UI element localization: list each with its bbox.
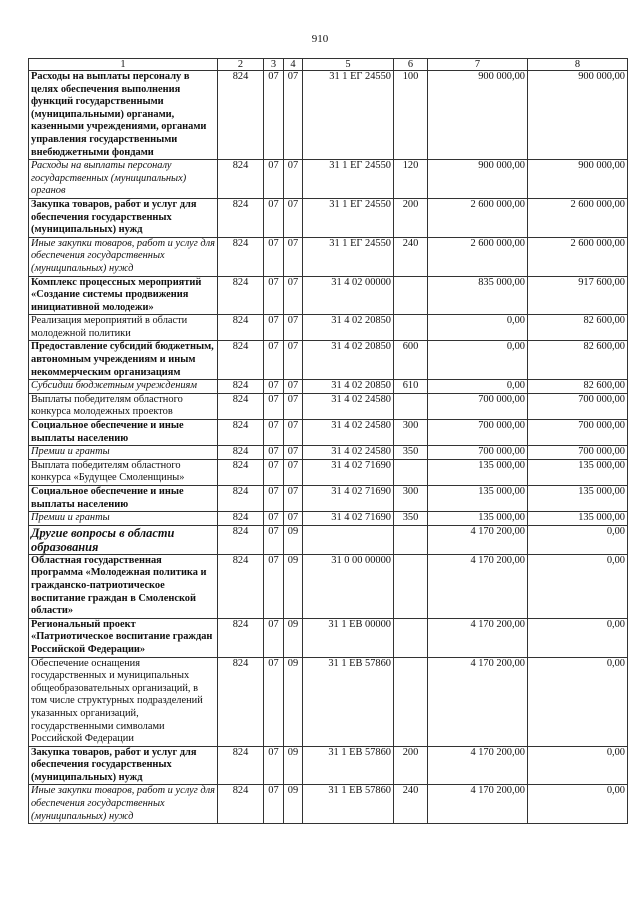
- subsection-code: 07: [284, 512, 303, 526]
- target-article-code: 31 1 ЕГ 24550: [303, 237, 394, 276]
- subsection-code: 07: [284, 198, 303, 237]
- expense-type-code: 240: [394, 785, 428, 824]
- amount-year-2: 700 000,00: [528, 393, 628, 419]
- row-description: Премии и гранты: [29, 446, 218, 460]
- table-row: [29, 512, 628, 526]
- subsection-code: 09: [284, 618, 303, 657]
- amount-year-2: 0,00: [528, 657, 628, 746]
- table-row: [29, 237, 628, 276]
- section-code: 07: [264, 276, 284, 315]
- table-row: [29, 198, 628, 237]
- row-description: Социальное обеспечение и иные выплаты населению: [29, 486, 218, 512]
- section-code: 07: [264, 380, 284, 394]
- table-row: [29, 393, 628, 419]
- amount-year-2: 0,00: [528, 525, 628, 554]
- section-code: 07: [264, 459, 284, 485]
- expense-type-code: [394, 618, 428, 657]
- amount-year-1: 0,00: [428, 315, 528, 341]
- row-description: Премии и гранты: [29, 512, 218, 526]
- target-article-code: 31 4 02 00000: [303, 276, 394, 315]
- amount-year-2: 2 600 000,00: [528, 198, 628, 237]
- row-description: Закупка товаров, работ и услуг для обеспечения государственных (муниципальных) нужд: [29, 746, 218, 785]
- column-header: 5: [303, 59, 394, 71]
- section-code: 07: [264, 785, 284, 824]
- column-header: 4: [284, 59, 303, 71]
- ministry-code: 824: [218, 657, 264, 746]
- section-code: 07: [264, 525, 284, 554]
- section-code: 07: [264, 160, 284, 199]
- subsection-code: 07: [284, 237, 303, 276]
- table-row: [29, 525, 628, 554]
- section-code: 07: [264, 486, 284, 512]
- subsection-code: 07: [284, 160, 303, 199]
- amount-year-2: 82 600,00: [528, 315, 628, 341]
- amount-year-2: 135 000,00: [528, 459, 628, 485]
- row-description: Предоставление субсидий бюджетным, автономным учреждениям и иным некоммерческим организациям: [29, 341, 218, 380]
- subsection-code: 07: [284, 446, 303, 460]
- ministry-code: 824: [218, 746, 264, 785]
- table-row: [29, 315, 628, 341]
- subsection-code: 07: [284, 393, 303, 419]
- expense-type-code: 300: [394, 486, 428, 512]
- amount-year-1: 2 600 000,00: [428, 198, 528, 237]
- expense-type-code: [394, 276, 428, 315]
- target-article-code: 31 4 02 20850: [303, 315, 394, 341]
- header-row: [29, 59, 628, 71]
- target-article-code: 31 1 ЕВ 00000: [303, 618, 394, 657]
- table-row: [29, 785, 628, 824]
- subsection-code: 07: [284, 459, 303, 485]
- table-row: [29, 446, 628, 460]
- expense-type-code: [394, 554, 428, 618]
- row-description: Другие вопросы в области образования: [29, 525, 218, 554]
- target-article-code: 31 1 ЕГ 24550: [303, 160, 394, 199]
- target-article-code: 31 4 02 71690: [303, 512, 394, 526]
- column-header: 7: [428, 59, 528, 71]
- ministry-code: 824: [218, 198, 264, 237]
- amount-year-1: 0,00: [428, 341, 528, 380]
- expense-type-code: [394, 657, 428, 746]
- target-article-code: 31 1 ЕГ 24550: [303, 71, 394, 160]
- table-row: [29, 746, 628, 785]
- ministry-code: 824: [218, 446, 264, 460]
- expense-type-code: 610: [394, 380, 428, 394]
- amount-year-2: 0,00: [528, 554, 628, 618]
- row-description: Иные закупки товаров, работ и услуг для обеспечения государственных (муниципальных) нужд: [29, 237, 218, 276]
- amount-year-1: 4 170 200,00: [428, 785, 528, 824]
- section-code: 07: [264, 446, 284, 460]
- subsection-code: 09: [284, 657, 303, 746]
- ministry-code: 824: [218, 380, 264, 394]
- row-description: Социальное обеспечение и иные выплаты населению: [29, 420, 218, 446]
- target-article-code: 31 4 02 20850: [303, 380, 394, 394]
- amount-year-2: 0,00: [528, 746, 628, 785]
- ministry-code: 824: [218, 71, 264, 160]
- section-code: 07: [264, 341, 284, 380]
- amount-year-1: 135 000,00: [428, 459, 528, 485]
- expense-type-code: 350: [394, 512, 428, 526]
- amount-year-2: 900 000,00: [528, 71, 628, 160]
- target-article-code: 31 4 02 24580: [303, 446, 394, 460]
- amount-year-2: 0,00: [528, 785, 628, 824]
- section-code: 07: [264, 393, 284, 419]
- amount-year-2: 82 600,00: [528, 341, 628, 380]
- row-description: Областная государственная программа «Молодежная политика и гражданско-патриотическое воспитание граждан в Смоленской области»: [29, 554, 218, 618]
- amount-year-2: 700 000,00: [528, 420, 628, 446]
- table-body: [29, 71, 628, 824]
- subsection-code: 07: [284, 420, 303, 446]
- amount-year-1: 900 000,00: [428, 71, 528, 160]
- amount-year-1: 0,00: [428, 380, 528, 394]
- ministry-code: 824: [218, 276, 264, 315]
- page-number: 910: [311, 33, 329, 45]
- amount-year-2: 135 000,00: [528, 512, 628, 526]
- row-description: Расходы на выплаты персоналу в целях обеспечения выполнения функций государственными (муниципальными) органами, казенными учреждениями, органами управления государственными внебюджетными фондами: [29, 71, 218, 160]
- table-row: [29, 160, 628, 199]
- subsection-code: 07: [284, 341, 303, 380]
- section-code: 07: [264, 657, 284, 746]
- subsection-code: 09: [284, 785, 303, 824]
- target-article-code: 31 1 ЕГ 24550: [303, 198, 394, 237]
- ministry-code: 824: [218, 315, 264, 341]
- table-row: [29, 71, 628, 160]
- amount-year-1: 4 170 200,00: [428, 554, 528, 618]
- amount-year-1: 700 000,00: [428, 420, 528, 446]
- section-code: 07: [264, 746, 284, 785]
- row-description: Расходы на выплаты персоналу государственных (муниципальных) органов: [29, 160, 218, 199]
- row-description: Реализация мероприятий в области молодежной политики: [29, 315, 218, 341]
- section-code: 07: [264, 237, 284, 276]
- ministry-code: 824: [218, 341, 264, 380]
- subsection-code: 07: [284, 276, 303, 315]
- expense-type-code: 600: [394, 341, 428, 380]
- expense-type-code: [394, 393, 428, 419]
- row-description: Выплаты победителям областного конкурса молодежных проектов: [29, 393, 218, 419]
- section-code: 07: [264, 420, 284, 446]
- column-header: 3: [264, 59, 284, 71]
- table-row: [29, 341, 628, 380]
- expense-type-code: 120: [394, 160, 428, 199]
- ministry-code: 824: [218, 512, 264, 526]
- table-row: [29, 486, 628, 512]
- ministry-code: 824: [218, 459, 264, 485]
- ministry-code: 824: [218, 486, 264, 512]
- row-description: Субсидии бюджетным учреждениям: [29, 380, 218, 394]
- table-row: [29, 380, 628, 394]
- ministry-code: 824: [218, 785, 264, 824]
- expense-type-code: 200: [394, 746, 428, 785]
- amount-year-1: 135 000,00: [428, 512, 528, 526]
- column-header: 8: [528, 59, 628, 71]
- subsection-code: 09: [284, 525, 303, 554]
- section-code: 07: [264, 618, 284, 657]
- section-code: 07: [264, 512, 284, 526]
- table-row: [29, 554, 628, 618]
- subsection-code: 07: [284, 71, 303, 160]
- subsection-code: 07: [284, 315, 303, 341]
- table-row: [29, 420, 628, 446]
- row-description: Комплекс процессных мероприятий «Создание системы продвижения инициативной молодежи»: [29, 276, 218, 315]
- amount-year-2: 0,00: [528, 618, 628, 657]
- table-row: [29, 657, 628, 746]
- expense-type-code: [394, 315, 428, 341]
- ministry-code: 824: [218, 618, 264, 657]
- target-article-code: 31 1 ЕВ 57860: [303, 746, 394, 785]
- table-row: [29, 618, 628, 657]
- ministry-code: 824: [218, 393, 264, 419]
- expense-type-code: [394, 459, 428, 485]
- target-article-code: 31 4 02 24580: [303, 393, 394, 419]
- target-article-code: 31 1 ЕВ 57860: [303, 657, 394, 746]
- amount-year-1: 135 000,00: [428, 486, 528, 512]
- ministry-code: 824: [218, 554, 264, 618]
- amount-year-1: 4 170 200,00: [428, 746, 528, 785]
- target-article-code: 31 0 00 00000: [303, 554, 394, 618]
- amount-year-2: 917 600,00: [528, 276, 628, 315]
- target-article-code: 31 1 ЕВ 57860: [303, 785, 394, 824]
- amount-year-1: 4 170 200,00: [428, 657, 528, 746]
- ministry-code: 824: [218, 525, 264, 554]
- row-description: Обеспечение оснащения государственных и муниципальных общеобразовательных организаций, в том числе структурных подразделений указанных организаций, государственными символами Российской Федерации: [29, 657, 218, 746]
- amount-year-2: 2 600 000,00: [528, 237, 628, 276]
- expense-type-code: 300: [394, 420, 428, 446]
- section-code: 07: [264, 71, 284, 160]
- column-header: 2: [218, 59, 264, 71]
- ministry-code: 824: [218, 237, 264, 276]
- amount-year-2: 135 000,00: [528, 486, 628, 512]
- amount-year-1: 4 170 200,00: [428, 618, 528, 657]
- target-article-code: [303, 525, 394, 554]
- expense-type-code: 100: [394, 71, 428, 160]
- row-description: Выплата победителям областного конкурса «Будущее Смоленщины»: [29, 459, 218, 485]
- section-code: 07: [264, 554, 284, 618]
- target-article-code: 31 4 02 24580: [303, 420, 394, 446]
- target-article-code: 31 4 02 71690: [303, 459, 394, 485]
- amount-year-1: 700 000,00: [428, 446, 528, 460]
- expense-type-code: 350: [394, 446, 428, 460]
- subsection-code: 07: [284, 380, 303, 394]
- amount-year-1: 900 000,00: [428, 160, 528, 199]
- subsection-code: 09: [284, 554, 303, 618]
- expense-type-code: [394, 525, 428, 554]
- subsection-code: 07: [284, 486, 303, 512]
- amount-year-2: 700 000,00: [528, 446, 628, 460]
- amount-year-1: 700 000,00: [428, 393, 528, 419]
- budget-table: [28, 58, 628, 824]
- expense-type-code: 200: [394, 198, 428, 237]
- amount-year-1: 4 170 200,00: [428, 525, 528, 554]
- table-row: [29, 276, 628, 315]
- ministry-code: 824: [218, 160, 264, 199]
- amount-year-2: 82 600,00: [528, 380, 628, 394]
- column-header: 1: [29, 59, 218, 71]
- subsection-code: 09: [284, 746, 303, 785]
- section-code: 07: [264, 315, 284, 341]
- row-description: Региональный проект «Патриотическое воспитание граждан Российской Федерации»: [29, 618, 218, 657]
- column-header: 6: [394, 59, 428, 71]
- amount-year-1: 835 000,00: [428, 276, 528, 315]
- expense-type-code: 240: [394, 237, 428, 276]
- amount-year-2: 900 000,00: [528, 160, 628, 199]
- target-article-code: 31 4 02 71690: [303, 486, 394, 512]
- section-code: 07: [264, 198, 284, 237]
- ministry-code: 824: [218, 420, 264, 446]
- row-description: Иные закупки товаров, работ и услуг для обеспечения государственных (муниципальных) нужд: [29, 785, 218, 824]
- amount-year-1: 2 600 000,00: [428, 237, 528, 276]
- target-article-code: 31 4 02 20850: [303, 341, 394, 380]
- row-description: Закупка товаров, работ и услуг для обеспечения государственных (муниципальных) нужд: [29, 198, 218, 237]
- table-row: [29, 459, 628, 485]
